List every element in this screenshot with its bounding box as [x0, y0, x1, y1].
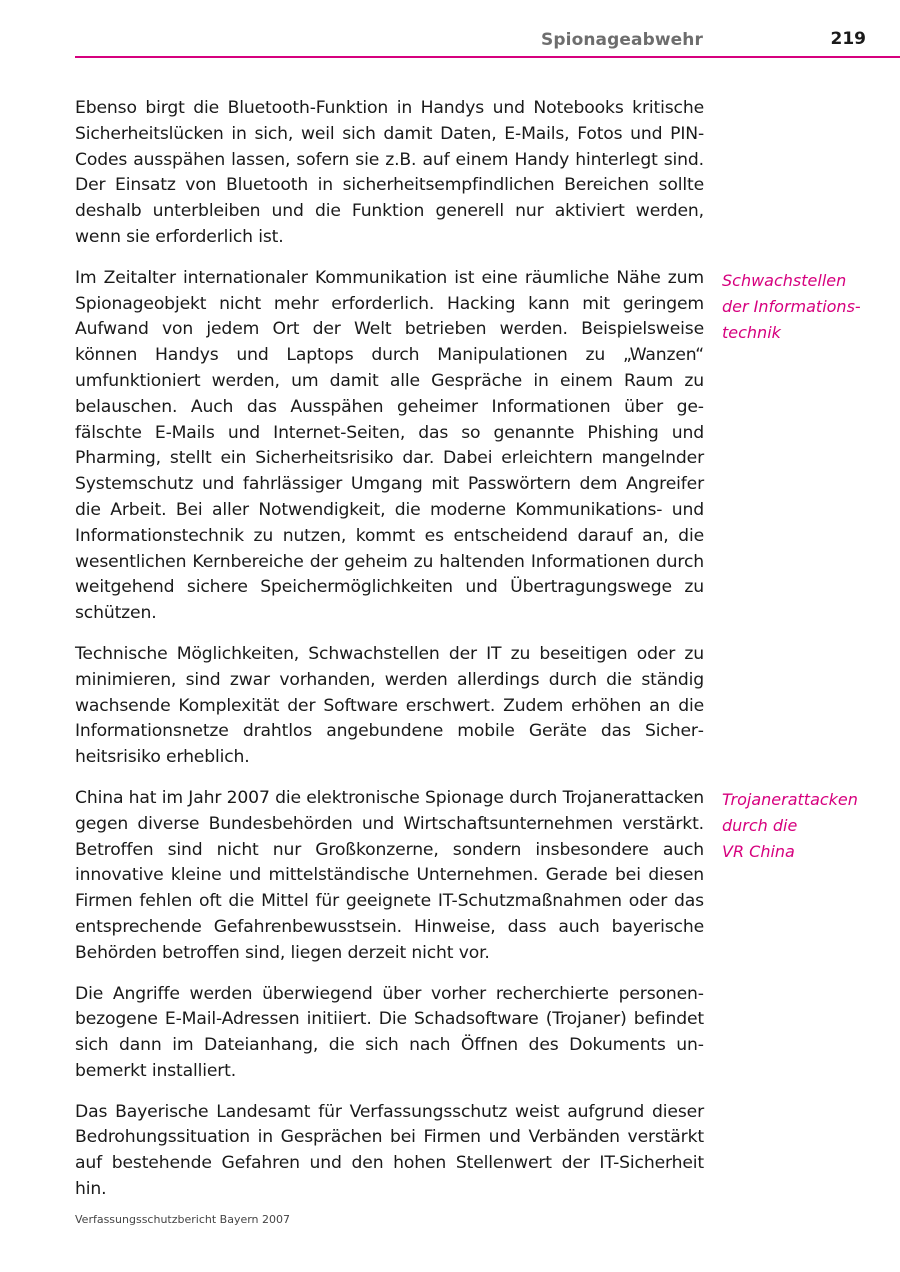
page-header	[75, 26, 900, 58]
margin-note-line: durch die	[722, 815, 798, 835]
margin-note-trojans	[722, 787, 892, 864]
paragraph-china: China hat im Jahr 2007 die elektronische Spionage durch Trojanerattacken gegen diverse Bundesbehörden und Wirtschaftsunternehmen verstärkt. Betroffen sind nicht nur Großkonzerne, sondern insbesondere auch innovative kleine und mittelständische Unternehmen. Gerade bei diesen Firmen fehlen oft die Mittel für geeignete IT-Schutzmaßnahmen oder das entsprechende Gefahrenbewusstsein. Hinweise, dass auch bayerische Behörden betroffen sind, liegen derzeit nicht vor.	[75, 787, 704, 963]
page-number: 219	[830, 29, 866, 49]
paragraph-technical: Technische Möglichkeiten, Schwachstellen der IT zu beseitigen oder zu minimieren, sind zwar vorhanden, werden allerdings durch die ständig wachsende Komplexität der Software erschwert. Zudem erhöhen an die Informationsnetze drahtlos angebundene mobile Geräte das Sicherheitsrisiko erheblich.	[75, 643, 704, 768]
margin-note-line: Schwachstellen	[722, 271, 847, 290]
paragraph-bluetooth: Ebenso birgt die Bluetooth-Funktion in Handys und Notebooks kritische Sicherheitslücken in sich, weil sich damit Daten, E-Mails, Fotos und PIN-Codes ausspähen lassen, sofern sie z.B. auf einem Handy hinterlegt sind. Der Einsatz von Bluetooth in sicherheitsempfindlichen Bereichen sollte deshalb unterbleiben und die Funktion generell nur aktiviert werden, wenn sie erforderlich ist.	[75, 98, 704, 247]
section-title: Spionageabwehr	[541, 30, 703, 50]
margin-note-line: Trojanerattacken	[722, 790, 858, 809]
margin-note-line: VR China	[722, 841, 795, 861]
margin-note-line: technik	[722, 322, 781, 342]
paragraph-bayern: Das Bayerische Landesamt für Verfassungsschutz weist aufgrund dieser Bedrohungssituation in Gesprächen bei Firmen und Verbänden verstärkt auf bestehende Gefahren und den hohen Stellenwert der IT-Sicherheit hin.	[75, 1101, 704, 1200]
margin-note-weaknesses	[722, 268, 892, 345]
page-footer: Verfassungsschutzbericht Bayern 2007	[75, 1213, 291, 1226]
margin-note-line: der Informations-	[722, 296, 861, 316]
paragraph-communication: Im Zeitalter internationaler Kommunikation ist eine räumliche Nähe zum Spionageobjekt nicht mehr erforderlich. Hacking kann mit geringem Aufwand von jedem Ort der Welt betrieben werden. Beispielsweise können Handys und Laptops durch Manipulationen zu „Wanzen“ umfunktioniert werden, um damit alle Gespräche in einem Raum zu belauschen. Auch das Ausspähen geheimer Informationen über gefälschte E-Mails und Internet-Seiten, das so genannte Phishing und Pharming, stellt ein Sicherheitsrisiko dar. Dabei erleichtern mangelnder Systemschutz und fahrlässiger Umgang mit Passwörtern dem Angreifer die Arbeit. Bei aller Notwendigkeit, die moderne Kommunikations- und Informationstechnik zu nutzen, kommt es entscheidend darauf an, die wesentlichen Kernbereiche der geheim zu haltenden Informationen durch weitgehend sichere Speichermöglichkeiten und Übertragungswege zu schützen.	[75, 267, 704, 624]
body-text	[75, 96, 704, 1218]
paragraph-attacks: Die Angriffe werden überwiegend über vorher recherchierte personenbezogene E-Mail-Adressen initiiert. Die Schadsoftware (Trojaner) befindet sich dann im Dateianhang, die sich nach Öffnen des Dokuments unbemerkt installiert.	[75, 983, 704, 1081]
